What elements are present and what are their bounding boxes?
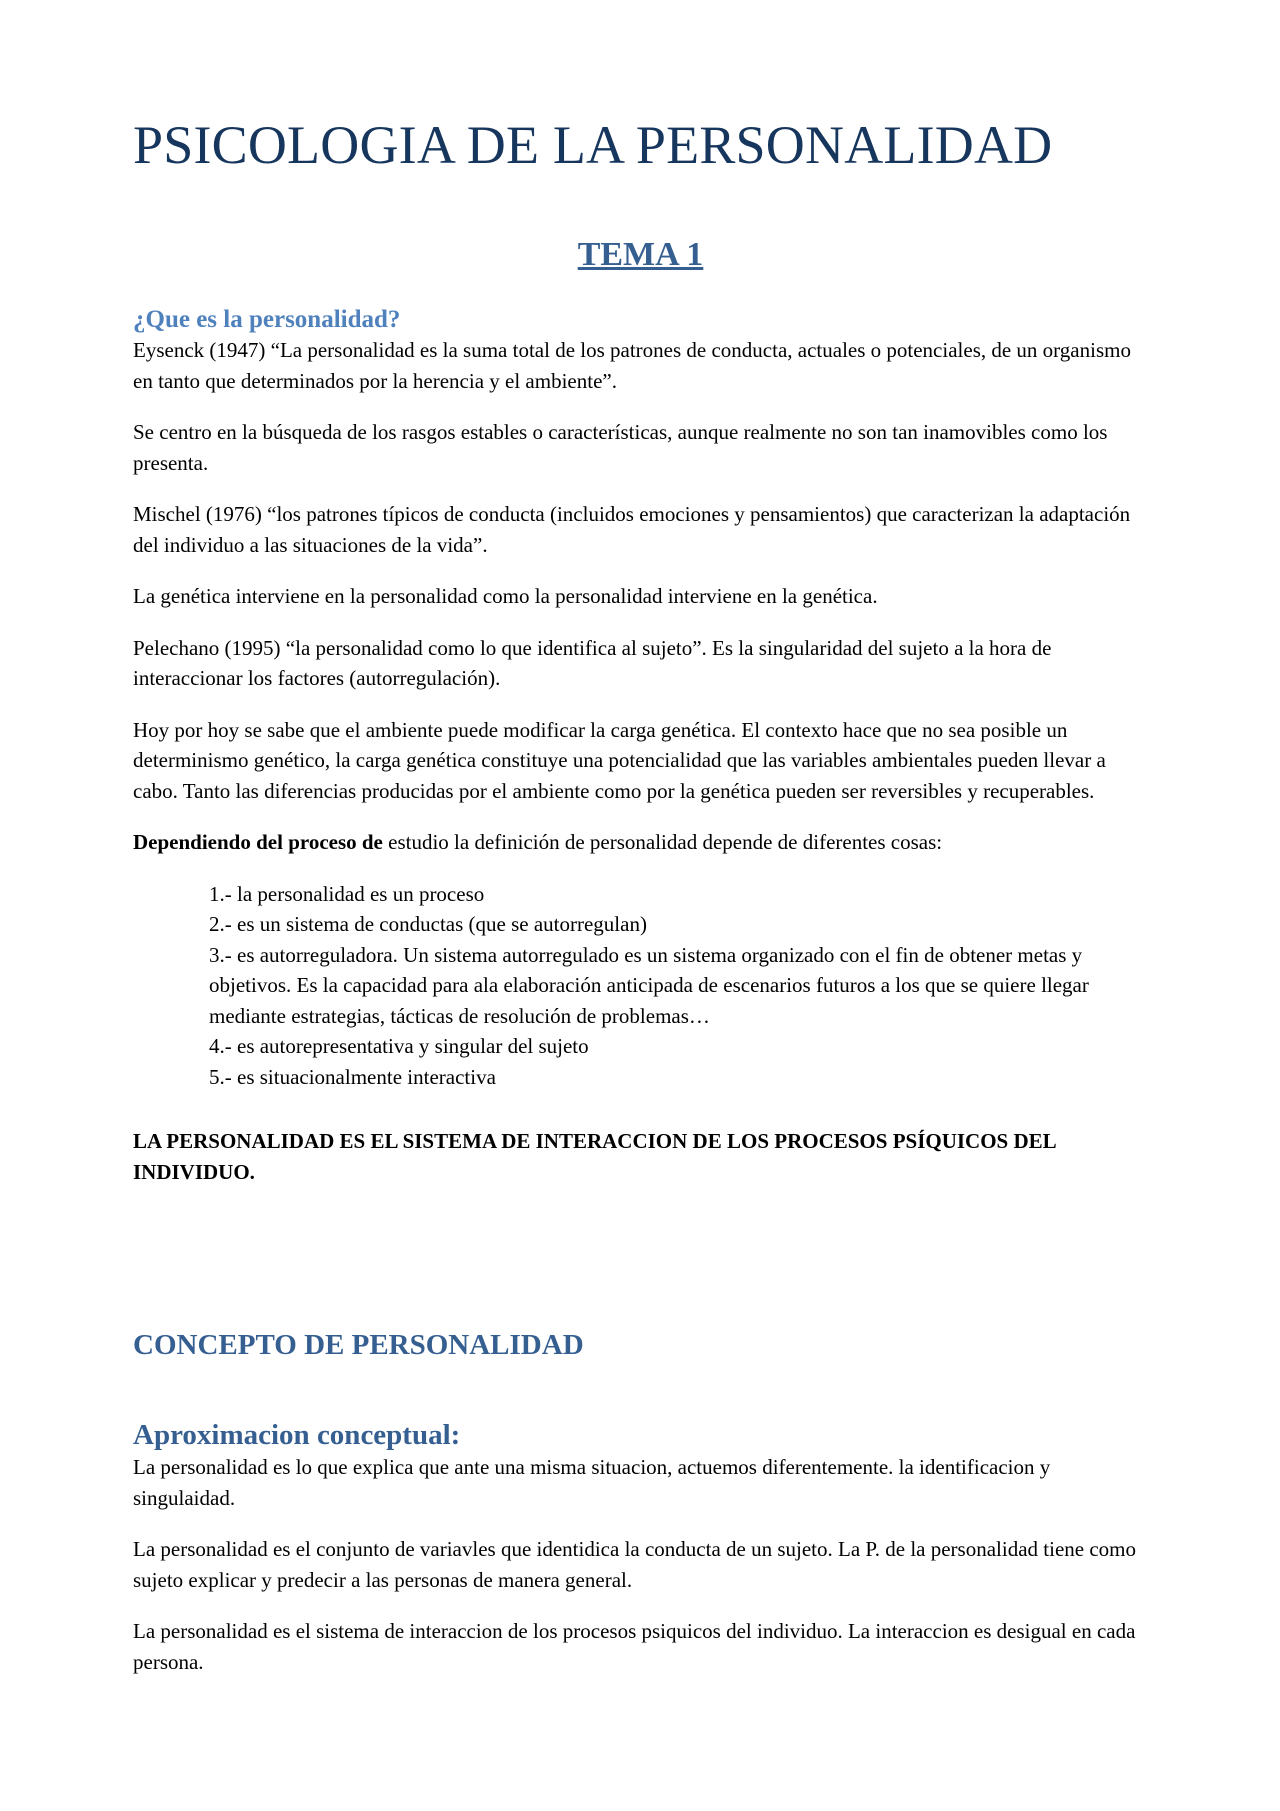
section-concepto [133, 1328, 1148, 1362]
section-que-es [133, 305, 1148, 1187]
tema-heading: TEMA 1 [577, 236, 704, 273]
question-heading: ¿Que es la personalidad? [133, 306, 401, 333]
paragraph-ambiente: Hoy por hoy se sabe que el ambiente puede modificar la carga genética. El contexto hace que no sea posible un determinismo genético, la carga genética constituye una potencialidad que las variables ambientales pueden llevar a cabo. Tanto las diferencias producidas por el ambiente como por la genética pueden ser reversibles y recuperables. [133, 717, 1106, 803]
document-title: PSICOLOGIA DE LA PERSONALIDAD [133, 115, 1053, 175]
subsection-heading: Aproximacion conceptual: [133, 1419, 461, 1451]
section-aproximacion [133, 1418, 1148, 1698]
paragraph-dependiendo [133, 827, 1148, 858]
list-item: 4.- es autorepresentativa y singular del sujeto [209, 1034, 589, 1058]
list-item: 3.- es autorreguladora. Un sistema autorregulado es un sistema organizado con el fin de obtener metas y objetivos. Es la capacidad para ala elaboración anticipada de escenarios futuros a los que se quiere llegar mediante estrategias, tácticas de resolución de problemas… [209, 942, 1089, 1028]
dependiendo-bold-text: Dependiendo del proceso de [133, 830, 383, 854]
paragraph-pelechano: Pelechano (1995) “la personalidad como lo que identifica al sujeto”. Es la singularidad del sujeto a la hora de interaccionar los factores (autorregulación). [133, 635, 1052, 690]
paragraph-conjunto: La personalidad es el conjunto de variavles que identidica la conducta de un sujeto. La P. de la personalidad tiene como sujeto explicar y predecir a las personas de manera general. [133, 1537, 1136, 1592]
conclusion-statement: LA PERSONALIDAD ES EL SISTEMA DE INTERACCION DE LOS PROCESOS PSÍQUICOS DEL INDIVIDUO. [133, 1129, 1056, 1184]
list-item: 1.- la personalidad es un proceso [209, 881, 485, 906]
paragraph-sistema: La personalidad es el sistema de interaccion de los procesos psiquicos del individuo. La interaccion es desigual en cada persona. [133, 1619, 1136, 1674]
paragraph-genetica: La genética interviene en la personalidad como la personalidad interviene en la genética. [133, 584, 878, 608]
paragraph-rasgos: Se centro en la búsqueda de los rasgos estables o características, aunque realmente no son tan inamovibles como los presenta. [133, 420, 1108, 475]
section-heading: CONCEPTO DE PERSONALIDAD [133, 1329, 584, 1361]
list-item: 2.- es un sistema de conductas (que se autorregulan) [209, 912, 647, 936]
dependiendo-text: estudio la definición de personalidad depende de diferentes cosas: [382, 830, 943, 854]
paragraph-explica: La personalidad es lo que explica que ante una misma situacion, actuemos diferentemente. la identificacion y singulaidad. [133, 1455, 1051, 1510]
paragraph-eysenck: Eysenck (1947) “La personalidad es la suma total de los patrones de conducta, actuales o potenciales, de un organismo en tanto que determinados por la herencia y el ambiente”. [133, 338, 1131, 393]
process-list [133, 879, 1148, 1093]
list-item: 5.- es situacionalmente interactiva [209, 1064, 496, 1089]
paragraph-mischel: Mischel (1976) “los patrones típicos de conducta (incluidos emociones y pensamientos) que caracterizan la adaptación del individuo a las situaciones de la vida”. [133, 502, 1131, 557]
